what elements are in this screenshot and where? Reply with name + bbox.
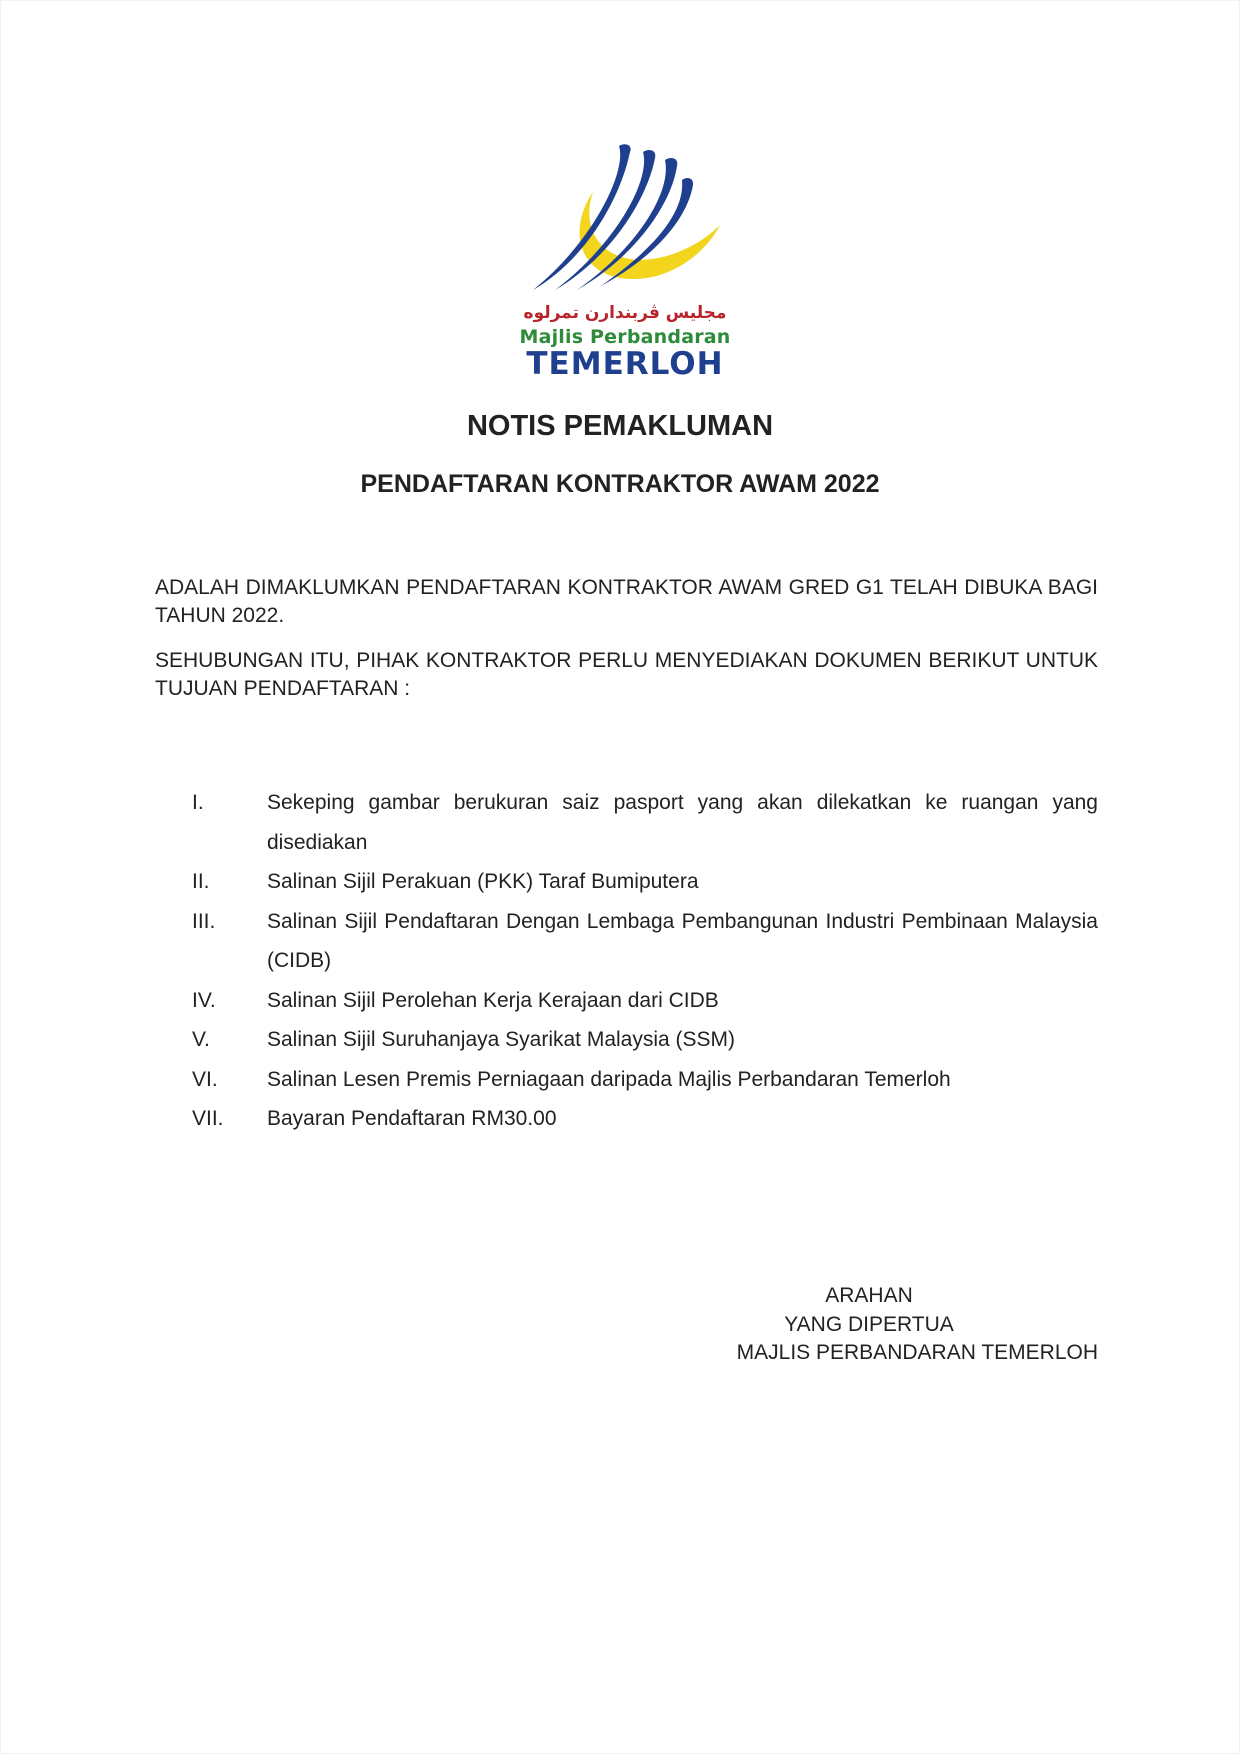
logo-town-name: TEMERLOH [526,346,724,382]
notice-title: NOTIS PEMAKLUMAN [466,410,774,442]
requirements-intro-paragraph: SEHUBUNGAN ITU, PIHAK KONTRAKTOR PERLU MENYEDIAKAN DOKUMEN BERIKUT UNTUK TUJUAN PENDAFTARAN : [155,649,1098,700]
logo-emblem-icon [515,140,735,305]
list-item-number: VII. [192,1107,224,1130]
list-item-text: Bayaran Pendaftaran RM30.00 [267,1107,557,1130]
list-item-number: II. [192,870,210,893]
signature-line-order: ARAHAN [825,1284,913,1307]
signature-line-organization: MAJLIS PERBANDARAN TEMERLOH [736,1341,1098,1364]
signature-block [640,1282,1098,1368]
list-item [192,783,1098,862]
list-item-number: III. [192,909,216,933]
list-item [192,1020,1098,1060]
logo-crescent-shape [580,192,720,279]
list-item [192,902,1098,981]
notice-subtitle: PENDAFTARAN KONTRAKTOR AWAM 2022 [360,470,880,498]
announcement-paragraph: ADALAH DIMAKLUMKAN PENDAFTARAN KONTRAKTOR AWAM GRED G1 TELAH DIBUKA BAGI TAHUN 2022. [155,576,1098,627]
list-item-number: I. [192,791,204,814]
logo-jawi-text: مجليس ڤربندارن تمرلوه [523,303,727,323]
list-item-number: IV. [192,988,216,1012]
list-item-text: Sekeping gambar berukuran saiz pasport yang akan dilekatkan ke ruangan yang disediakan [267,791,1098,854]
list-item-text: Salinan Sijil Perakuan (PKK) Taraf Bumiputera [267,870,699,893]
list-item [192,981,1098,1021]
list-item [192,862,1098,902]
list-item [192,1060,1098,1100]
list-item-text: Salinan Sijil Suruhanjaya Syarikat Malaysia (SSM) [267,1028,736,1051]
list-item-text: Salinan Sijil Pendaftaran Dengan Lembaga Pembangunan Industri Pembinaan Malaysia (CIDB) [267,909,1098,972]
logo-council-name: Majlis Perbandaran [519,326,731,348]
council-logo [515,140,735,380]
list-item-text: Salinan Lesen Premis Perniagaan daripada Majlis Perbandaran Temerloh [267,1067,951,1091]
list-item-text: Salinan Sijil Perolehan Kerja Kerajaan dari CIDB [267,988,719,1012]
list-item-number: V. [192,1028,210,1051]
signature-line-title: YANG DIPERTUA [784,1312,954,1336]
list-item [192,1099,1098,1139]
required-documents-list [192,783,1098,1139]
list-item-number: VI. [192,1067,218,1091]
